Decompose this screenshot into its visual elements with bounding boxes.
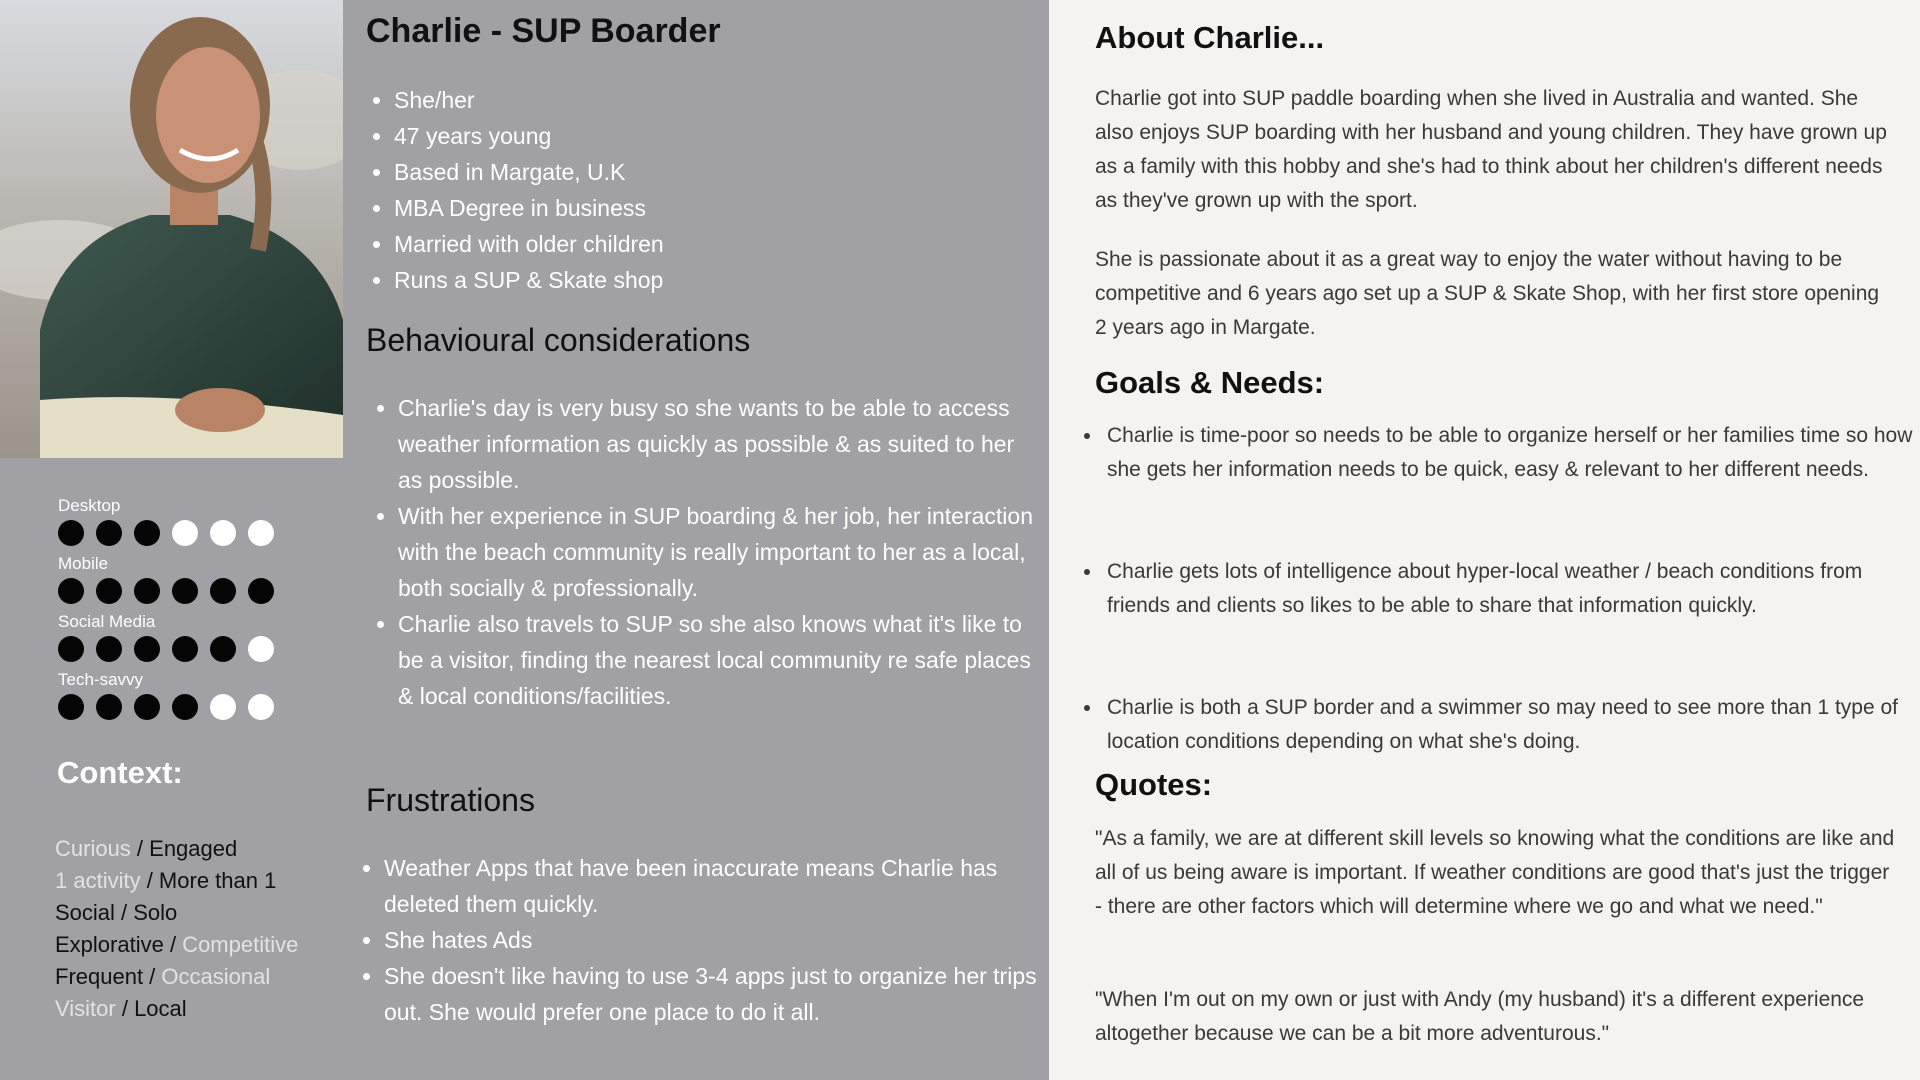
context-unselected: Occasional	[155, 964, 271, 989]
context-selected: / Engaged	[130, 836, 238, 861]
rating-dot-filled	[210, 636, 236, 662]
rating-label: Social Media	[58, 612, 156, 631]
rating-dot-filled	[210, 578, 236, 604]
goals-item-2-list	[1083, 555, 1920, 623]
rating-dot-empty	[210, 520, 236, 546]
rating-dots	[58, 578, 286, 604]
rating-dot-filled	[58, 578, 84, 604]
context-line	[55, 993, 298, 1025]
frustrations-list	[360, 850, 1044, 1030]
persona-facts	[370, 82, 664, 298]
behavioural-item: • Charlie's day is very busy so she wants to be able to access weather information as quickly as possible & as suited to her as possible.	[398, 390, 1038, 498]
page-title: Charlie - SUP Boarder	[366, 12, 721, 50]
rating-dot-filled	[172, 694, 198, 720]
persona-fact: • 47 years young	[394, 118, 664, 154]
persona-fact: • She/her	[394, 82, 664, 118]
rating-dot-filled	[96, 694, 122, 720]
rating-dot-filled	[58, 520, 84, 546]
frustration-item: • She hates Ads	[384, 922, 1044, 958]
goals-item-1-list	[1083, 419, 1920, 487]
rating-dot-filled	[134, 578, 160, 604]
rating-dot-filled	[134, 520, 160, 546]
rating-dot-empty	[248, 520, 274, 546]
behavioural-item: • With her experience in SUP boarding & her job, her interaction with the beach community is really important to her as a local, both socially & professionally.	[398, 498, 1038, 606]
behavioural-heading: Behavioural considerations	[366, 322, 751, 358]
rating-dot-empty	[172, 520, 198, 546]
context-selected: / More than 1	[140, 868, 277, 893]
frustration-item: • Weather Apps that have been inaccurate means Charlie has deleted them quickly.	[384, 850, 1044, 922]
quote-2: "When I'm out on my own or just with Andy (my husband) it's a different experience altogether because we can be a bit more adventurous."	[1095, 988, 1865, 1045]
goals-item: • Charlie is both a SUP border and a swimmer so may need to see more than 1 type of location conditions depending on what she's doing.	[1103, 691, 1920, 759]
context-line	[55, 897, 298, 929]
context-line	[55, 833, 298, 865]
context-selected: Frequent /	[55, 964, 156, 989]
quotes-heading: Quotes:	[1095, 767, 1213, 802]
behavioural-list	[374, 390, 1038, 714]
rating-dot-filled	[96, 520, 122, 546]
context-list	[55, 833, 298, 1025]
context-selected: Social / Solo	[55, 900, 178, 925]
rating-label: Desktop	[58, 496, 121, 515]
goals-item-3-list	[1083, 691, 1920, 759]
rating-dots	[58, 636, 286, 662]
rating-dot-empty	[210, 694, 236, 720]
context-title: Context:	[57, 755, 183, 790]
context-line	[55, 865, 298, 897]
goals-item: • Charlie gets lots of intelligence about hyper-local weather / beach conditions from friends and clients so likes to be able to share that information quickly.	[1103, 555, 1920, 623]
persona-photo-illustration	[0, 0, 343, 458]
context-unselected: 1 activity	[55, 868, 141, 893]
context-line	[55, 929, 298, 961]
rating-row	[58, 496, 286, 554]
about-paragraph-1: Charlie got into SUP paddle boarding when she lived in Australia and wanted. She also enjoys SUP boarding with her husband and young children. They have grown up as a family with this hobby and she's had to think about her children's different needs as they've grown up with the sport.	[1095, 87, 1887, 212]
about-heading: About Charlie...	[1095, 20, 1325, 55]
behavioural-item: • Charlie also travels to SUP so she also knows what it's like to be a visitor, finding the nearest local community re safe places & local conditions/facilities.	[398, 606, 1038, 714]
rating-dot-filled	[134, 636, 160, 662]
rating-row	[58, 670, 286, 728]
rating-dots	[58, 520, 286, 546]
rating-dot-filled	[96, 636, 122, 662]
rating-label: Mobile	[58, 554, 109, 573]
rating-dot-filled	[58, 636, 84, 662]
context-unselected: Competitive	[176, 932, 299, 957]
rating-dot-filled	[172, 636, 198, 662]
device-ratings	[58, 496, 286, 728]
rating-dot-filled	[172, 578, 198, 604]
persona-fact: • Married with older children	[394, 226, 664, 262]
rating-dot-empty	[248, 636, 274, 662]
quote-1: "As a family, we are at different skill levels so knowing what the conditions are like and all of us being aware is important. If weather conditions are good that's just the trigger - there are other factors which will determine where we go and what we need."	[1095, 827, 1895, 918]
persona-fact: • MBA Degree in business	[394, 190, 664, 226]
rating-row	[58, 612, 286, 670]
persona-photo	[0, 0, 343, 458]
about-paragraph-2: She is passionate about it as a great way to enjoy the water without having to be competitive and 6 years ago set up a SUP & Skate Shop, with her first store opening 2 years ago in Margate.	[1095, 248, 1880, 339]
rating-dot-filled	[96, 578, 122, 604]
frustration-item: • She doesn't like having to use 3-4 apps just to organize her trips out. She would prefer one place to do it all.	[384, 958, 1044, 1030]
rating-dot-empty	[248, 694, 274, 720]
context-unselected: Curious	[55, 836, 131, 861]
rating-dot-filled	[58, 694, 84, 720]
context-unselected: Visitor	[55, 996, 116, 1021]
goals-item: • Charlie is time-poor so needs to be able to organize herself or her families time so how she gets her information needs to be quick, easy & relevant to her different needs.	[1103, 419, 1920, 487]
goals-heading: Goals & Needs:	[1095, 365, 1325, 400]
persona-fact: • Based in Margate, U.K	[394, 154, 664, 190]
rating-dot-filled	[134, 694, 160, 720]
context-selected: / Local	[115, 996, 187, 1021]
rating-dots	[58, 694, 286, 720]
rating-row	[58, 554, 286, 612]
persona-fact: • Runs a SUP & Skate shop	[394, 262, 664, 298]
context-line	[55, 961, 298, 993]
rating-label: Tech-savvy	[58, 670, 144, 689]
frustrations-heading: Frustrations	[366, 782, 535, 818]
rating-dot-filled	[248, 578, 274, 604]
context-selected: Explorative /	[55, 932, 177, 957]
